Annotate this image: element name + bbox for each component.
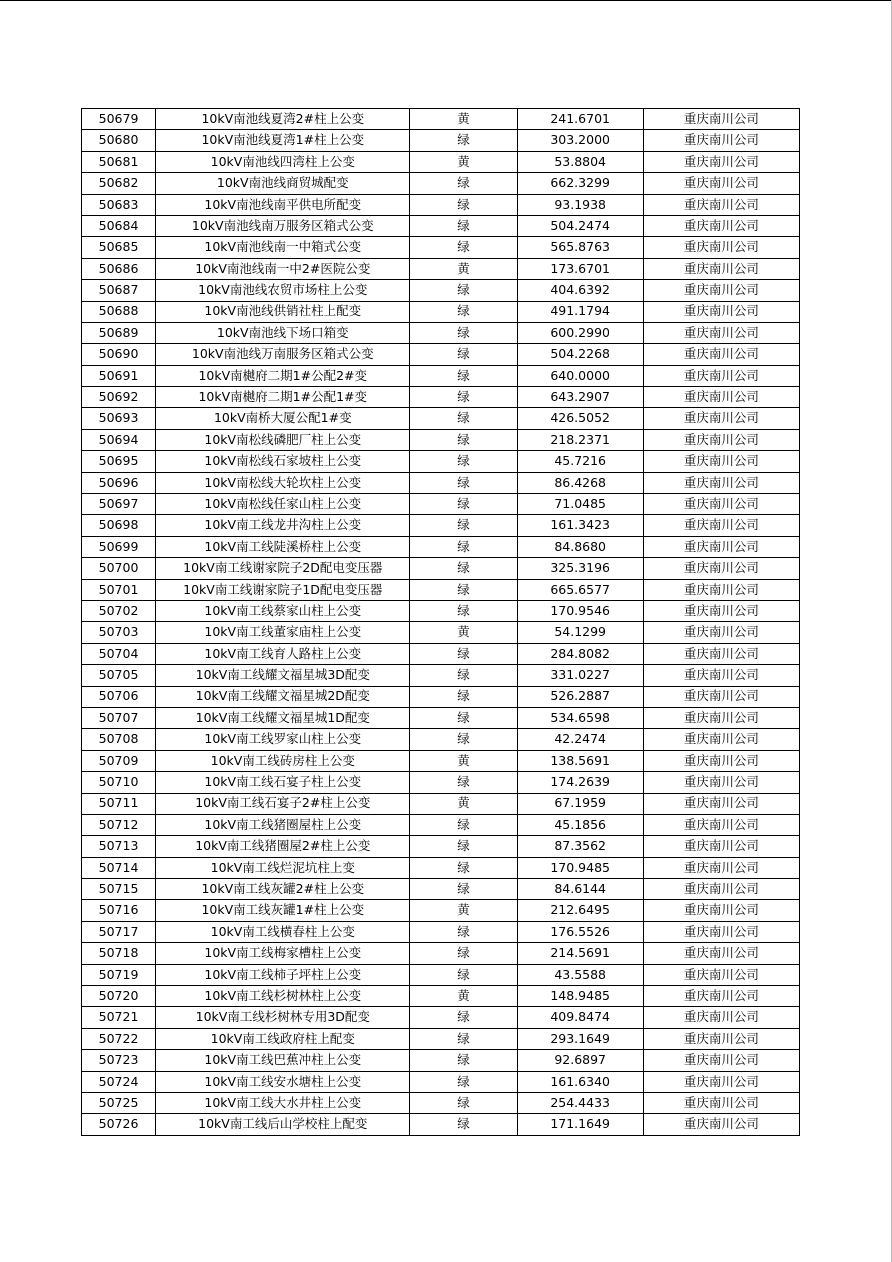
cell-transformer-name: 10kV南工线猪圈屋柱上公变 <box>156 814 410 835</box>
cell-value: 67.1959 <box>517 793 643 814</box>
cell-company: 重庆南川公司 <box>643 986 799 1007</box>
cell-transformer-name: 10kV南工线杉树林柱上公变 <box>156 986 410 1007</box>
cell-company: 重庆南川公司 <box>643 750 799 771</box>
cell-transformer-name: 10kV南池线商贸城配变 <box>156 173 410 194</box>
cell-value: 87.3562 <box>517 836 643 857</box>
cell-transformer-name: 10kV南池线万南服务区箱式公变 <box>156 344 410 365</box>
cell-transformer-name: 10kV南工线谢家院子2D配电变压器 <box>156 558 410 579</box>
cell-transformer-name: 10kV南松线磷肥厂柱上公变 <box>156 429 410 450</box>
cell-id: 50693 <box>82 408 156 429</box>
cell-id: 50689 <box>82 322 156 343</box>
cell-status-color: 绿 <box>410 451 517 472</box>
cell-company: 重庆南川公司 <box>643 943 799 964</box>
cell-value: 254.4433 <box>517 1092 643 1113</box>
cell-value: 138.5691 <box>517 750 643 771</box>
cell-value: 426.5052 <box>517 408 643 429</box>
table-row <box>82 793 800 814</box>
cell-id: 50710 <box>82 772 156 793</box>
cell-company: 重庆南川公司 <box>643 622 799 643</box>
table-row <box>82 258 800 279</box>
cell-company: 重庆南川公司 <box>643 857 799 878</box>
cell-transformer-name: 10kV南工线猪圈屋2#柱上公变 <box>156 836 410 857</box>
cell-id: 50686 <box>82 258 156 279</box>
cell-transformer-name: 10kV南工线政府柱上配变 <box>156 1028 410 1049</box>
cell-status-color: 绿 <box>410 964 517 985</box>
cell-transformer-name: 10kV南工线谢家院子1D配电变压器 <box>156 579 410 600</box>
cell-transformer-name: 10kV南松线任家山柱上公变 <box>156 494 410 515</box>
table-row <box>82 301 800 322</box>
table-row <box>82 857 800 878</box>
cell-id: 50698 <box>82 515 156 536</box>
table-row <box>82 237 800 258</box>
cell-transformer-name: 10kV南工线砖房柱上公变 <box>156 750 410 771</box>
cell-transformer-name: 10kV南松线石家坡柱上公变 <box>156 451 410 472</box>
cell-company: 重庆南川公司 <box>643 237 799 258</box>
cell-id: 50705 <box>82 665 156 686</box>
cell-status-color: 绿 <box>410 643 517 664</box>
cell-transformer-name: 10kV南松线大轮坎柱上公变 <box>156 472 410 493</box>
cell-status-color: 绿 <box>410 1007 517 1028</box>
cell-status-color: 绿 <box>410 536 517 557</box>
cell-transformer-name: 10kV南工线耀文福星城3D配变 <box>156 665 410 686</box>
cell-id: 50709 <box>82 750 156 771</box>
cell-id: 50681 <box>82 151 156 172</box>
cell-status-color: 绿 <box>410 665 517 686</box>
cell-value: 86.4268 <box>517 472 643 493</box>
cell-company: 重庆南川公司 <box>643 814 799 835</box>
cell-company: 重庆南川公司 <box>643 472 799 493</box>
cell-company: 重庆南川公司 <box>643 900 799 921</box>
cell-company: 重庆南川公司 <box>643 173 799 194</box>
cell-company: 重庆南川公司 <box>643 836 799 857</box>
cell-transformer-name: 10kV南工线安水塘柱上公变 <box>156 1071 410 1092</box>
cell-transformer-name: 10kV南工线横春柱上公变 <box>156 921 410 942</box>
cell-value: 325.3196 <box>517 558 643 579</box>
table-row <box>82 836 800 857</box>
cell-id: 50695 <box>82 451 156 472</box>
table-row <box>82 109 800 130</box>
cell-company: 重庆南川公司 <box>643 408 799 429</box>
cell-value: 284.8082 <box>517 643 643 664</box>
cell-value: 504.2474 <box>517 215 643 236</box>
cell-value: 504.2268 <box>517 344 643 365</box>
cell-company: 重庆南川公司 <box>643 964 799 985</box>
cell-company: 重庆南川公司 <box>643 879 799 900</box>
cell-company: 重庆南川公司 <box>643 579 799 600</box>
cell-status-color: 绿 <box>410 472 517 493</box>
cell-value: 565.8763 <box>517 237 643 258</box>
cell-status-color: 绿 <box>410 515 517 536</box>
cell-id: 50720 <box>82 986 156 1007</box>
cell-status-color: 绿 <box>410 814 517 835</box>
cell-value: 45.1856 <box>517 814 643 835</box>
cell-company: 重庆南川公司 <box>643 109 799 130</box>
table-row <box>82 643 800 664</box>
table-row <box>82 772 800 793</box>
cell-transformer-name: 10kV南工线罗家山柱上公变 <box>156 729 410 750</box>
cell-id: 50703 <box>82 622 156 643</box>
transformer-table <box>81 108 800 1136</box>
table-row <box>82 1114 800 1135</box>
cell-id: 50700 <box>82 558 156 579</box>
cell-company: 重庆南川公司 <box>643 1028 799 1049</box>
table-row <box>82 558 800 579</box>
table-body <box>82 109 800 1136</box>
cell-value: 171.1649 <box>517 1114 643 1135</box>
cell-transformer-name: 10kV南工线石宴子柱上公变 <box>156 772 410 793</box>
cell-transformer-name: 10kV南樾府二期1#公配2#变 <box>156 365 410 386</box>
cell-transformer-name: 10kV南工线蔡家山柱上公变 <box>156 600 410 621</box>
cell-status-color: 绿 <box>410 215 517 236</box>
cell-status-color: 绿 <box>410 1114 517 1135</box>
table-row <box>82 665 800 686</box>
cell-company: 重庆南川公司 <box>643 921 799 942</box>
cell-id: 50723 <box>82 1050 156 1071</box>
table-row <box>82 451 800 472</box>
cell-id: 50683 <box>82 194 156 215</box>
cell-transformer-name: 10kV南池线南万服务区箱式公变 <box>156 215 410 236</box>
cell-id: 50701 <box>82 579 156 600</box>
cell-id: 50716 <box>82 900 156 921</box>
cell-id: 50719 <box>82 964 156 985</box>
cell-id: 50694 <box>82 429 156 450</box>
cell-transformer-name: 10kV南池线南一中2#医院公变 <box>156 258 410 279</box>
cell-id: 50714 <box>82 857 156 878</box>
cell-value: 640.0000 <box>517 365 643 386</box>
cell-value: 214.5691 <box>517 943 643 964</box>
cell-id: 50708 <box>82 729 156 750</box>
cell-company: 重庆南川公司 <box>643 1071 799 1092</box>
cell-id: 50688 <box>82 301 156 322</box>
cell-transformer-name: 10kV南工线育人路柱上公变 <box>156 643 410 664</box>
cell-transformer-name: 10kV南工线灰罐2#柱上公变 <box>156 879 410 900</box>
cell-status-color: 黄 <box>410 793 517 814</box>
cell-company: 重庆南川公司 <box>643 536 799 557</box>
cell-value: 170.9546 <box>517 600 643 621</box>
cell-transformer-name: 10kV南工线后山学校柱上配变 <box>156 1114 410 1135</box>
table-row <box>82 344 800 365</box>
cell-value: 43.5588 <box>517 964 643 985</box>
table-row <box>82 579 800 600</box>
cell-value: 534.6598 <box>517 707 643 728</box>
cell-transformer-name: 10kV南池线四湾柱上公变 <box>156 151 410 172</box>
table-row <box>82 1071 800 1092</box>
cell-status-color: 绿 <box>410 387 517 408</box>
cell-value: 54.1299 <box>517 622 643 643</box>
cell-id: 50722 <box>82 1028 156 1049</box>
cell-status-color: 绿 <box>410 408 517 429</box>
cell-company: 重庆南川公司 <box>643 772 799 793</box>
cell-id: 50691 <box>82 365 156 386</box>
cell-company: 重庆南川公司 <box>643 429 799 450</box>
table-row <box>82 151 800 172</box>
table-row <box>82 707 800 728</box>
cell-id: 50685 <box>82 237 156 258</box>
cell-company: 重庆南川公司 <box>643 1007 799 1028</box>
cell-id: 50702 <box>82 600 156 621</box>
table-row <box>82 729 800 750</box>
cell-id: 50711 <box>82 793 156 814</box>
cell-id: 50706 <box>82 686 156 707</box>
cell-transformer-name: 10kV南工线巴蕉冲柱上公变 <box>156 1050 410 1071</box>
table-row <box>82 622 800 643</box>
cell-company: 重庆南川公司 <box>643 215 799 236</box>
cell-value: 409.8474 <box>517 1007 643 1028</box>
cell-value: 491.1794 <box>517 301 643 322</box>
cell-transformer-name: 10kV南工线龙井沟柱上公变 <box>156 515 410 536</box>
cell-value: 212.6495 <box>517 900 643 921</box>
cell-company: 重庆南川公司 <box>643 151 799 172</box>
cell-value: 161.6340 <box>517 1071 643 1092</box>
cell-company: 重庆南川公司 <box>643 600 799 621</box>
cell-value: 84.8680 <box>517 536 643 557</box>
cell-company: 重庆南川公司 <box>643 1092 799 1113</box>
cell-id: 50696 <box>82 472 156 493</box>
cell-value: 665.6577 <box>517 579 643 600</box>
cell-company: 重庆南川公司 <box>643 130 799 151</box>
cell-transformer-name: 10kV南工线董家庙柱上公变 <box>156 622 410 643</box>
cell-value: 293.1649 <box>517 1028 643 1049</box>
cell-status-color: 绿 <box>410 494 517 515</box>
cell-status-color: 绿 <box>410 558 517 579</box>
cell-status-color: 绿 <box>410 1028 517 1049</box>
table-row <box>82 986 800 1007</box>
cell-transformer-name: 10kV南池线夏湾2#柱上公变 <box>156 109 410 130</box>
cell-transformer-name: 10kV南桥大厦公配1#变 <box>156 408 410 429</box>
cell-status-color: 黄 <box>410 258 517 279</box>
cell-status-color: 绿 <box>410 857 517 878</box>
cell-transformer-name: 10kV南工线耀文福星城1D配变 <box>156 707 410 728</box>
table-row <box>82 921 800 942</box>
cell-company: 重庆南川公司 <box>643 558 799 579</box>
cell-status-color: 绿 <box>410 280 517 301</box>
cell-id: 50713 <box>82 836 156 857</box>
cell-status-color: 黄 <box>410 151 517 172</box>
cell-status-color: 绿 <box>410 579 517 600</box>
cell-company: 重庆南川公司 <box>643 365 799 386</box>
cell-value: 84.6144 <box>517 879 643 900</box>
cell-status-color: 绿 <box>410 344 517 365</box>
cell-value: 45.7216 <box>517 451 643 472</box>
table-row <box>82 943 800 964</box>
cell-status-color: 绿 <box>410 686 517 707</box>
table-row <box>82 900 800 921</box>
cell-id: 50684 <box>82 215 156 236</box>
table-row <box>82 1028 800 1049</box>
cell-id: 50692 <box>82 387 156 408</box>
cell-status-color: 黄 <box>410 986 517 1007</box>
cell-transformer-name: 10kV南工线陡溪桥柱上公变 <box>156 536 410 557</box>
table-row <box>82 387 800 408</box>
cell-value: 170.9485 <box>517 857 643 878</box>
cell-value: 241.6701 <box>517 109 643 130</box>
cell-transformer-name: 10kV南工线杉树林专用3D配变 <box>156 1007 410 1028</box>
cell-company: 重庆南川公司 <box>643 729 799 750</box>
cell-status-color: 黄 <box>410 900 517 921</box>
cell-transformer-name: 10kV南池线夏湾1#柱上公变 <box>156 130 410 151</box>
cell-status-color: 绿 <box>410 322 517 343</box>
cell-status-color: 绿 <box>410 1050 517 1071</box>
table-row <box>82 600 800 621</box>
cell-transformer-name: 10kV南工线耀文福星城2D配变 <box>156 686 410 707</box>
cell-company: 重庆南川公司 <box>643 515 799 536</box>
cell-id: 50682 <box>82 173 156 194</box>
cell-status-color: 绿 <box>410 173 517 194</box>
cell-value: 176.5526 <box>517 921 643 942</box>
table-row <box>82 494 800 515</box>
table-row <box>82 472 800 493</box>
cell-value: 303.2000 <box>517 130 643 151</box>
cell-id: 50704 <box>82 643 156 664</box>
cell-company: 重庆南川公司 <box>643 344 799 365</box>
cell-value: 404.6392 <box>517 280 643 301</box>
cell-company: 重庆南川公司 <box>643 665 799 686</box>
cell-company: 重庆南川公司 <box>643 1050 799 1071</box>
cell-value: 71.0485 <box>517 494 643 515</box>
cell-transformer-name: 10kV南池线南一中箱式公变 <box>156 237 410 258</box>
cell-id: 50687 <box>82 280 156 301</box>
table-row <box>82 130 800 151</box>
cell-value: 662.3299 <box>517 173 643 194</box>
cell-transformer-name: 10kV南工线大水井柱上公变 <box>156 1092 410 1113</box>
cell-id: 50726 <box>82 1114 156 1135</box>
cell-id: 50721 <box>82 1007 156 1028</box>
cell-status-color: 绿 <box>410 237 517 258</box>
table-row <box>82 1050 800 1071</box>
cell-id: 50717 <box>82 921 156 942</box>
cell-status-color: 绿 <box>410 921 517 942</box>
cell-status-color: 绿 <box>410 707 517 728</box>
cell-transformer-name: 10kV南池线农贸市场柱上公变 <box>156 280 410 301</box>
cell-company: 重庆南川公司 <box>643 451 799 472</box>
table-row <box>82 408 800 429</box>
cell-id: 50715 <box>82 879 156 900</box>
cell-transformer-name: 10kV南工线梅家槽柱上公变 <box>156 943 410 964</box>
cell-company: 重庆南川公司 <box>643 707 799 728</box>
cell-transformer-name: 10kV南池线下场口箱变 <box>156 322 410 343</box>
cell-status-color: 黄 <box>410 750 517 771</box>
cell-id: 50707 <box>82 707 156 728</box>
cell-transformer-name: 10kV南樾府二期1#公配1#变 <box>156 387 410 408</box>
table-row <box>82 1007 800 1028</box>
cell-value: 161.3423 <box>517 515 643 536</box>
cell-value: 53.8804 <box>517 151 643 172</box>
cell-value: 148.9485 <box>517 986 643 1007</box>
cell-company: 重庆南川公司 <box>643 301 799 322</box>
cell-company: 重庆南川公司 <box>643 280 799 301</box>
cell-company: 重庆南川公司 <box>643 686 799 707</box>
cell-status-color: 绿 <box>410 879 517 900</box>
cell-status-color: 绿 <box>410 729 517 750</box>
cell-status-color: 黄 <box>410 622 517 643</box>
cell-company: 重庆南川公司 <box>643 793 799 814</box>
table-row <box>82 215 800 236</box>
cell-id: 50679 <box>82 109 156 130</box>
table-row <box>82 964 800 985</box>
table-row <box>82 1092 800 1113</box>
cell-value: 331.0227 <box>517 665 643 686</box>
cell-value: 42.2474 <box>517 729 643 750</box>
cell-status-color: 绿 <box>410 943 517 964</box>
cell-status-color: 绿 <box>410 1092 517 1113</box>
cell-transformer-name: 10kV南池线供销社柱上配变 <box>156 301 410 322</box>
table-row <box>82 280 800 301</box>
cell-value: 174.2639 <box>517 772 643 793</box>
table-row <box>82 322 800 343</box>
cell-value: 218.2371 <box>517 429 643 450</box>
cell-status-color: 绿 <box>410 836 517 857</box>
cell-value: 600.2990 <box>517 322 643 343</box>
cell-transformer-name: 10kV南工线烂泥坑柱上变 <box>156 857 410 878</box>
cell-status-color: 绿 <box>410 772 517 793</box>
cell-company: 重庆南川公司 <box>643 258 799 279</box>
table-row <box>82 515 800 536</box>
cell-value: 93.1938 <box>517 194 643 215</box>
cell-status-color: 黄 <box>410 109 517 130</box>
cell-id: 50699 <box>82 536 156 557</box>
table-row <box>82 365 800 386</box>
table-row <box>82 429 800 450</box>
cell-status-color: 绿 <box>410 130 517 151</box>
cell-id: 50724 <box>82 1071 156 1092</box>
cell-id: 50690 <box>82 344 156 365</box>
cell-company: 重庆南川公司 <box>643 387 799 408</box>
page-top-border <box>0 0 892 1</box>
table-row <box>82 173 800 194</box>
cell-id: 50712 <box>82 814 156 835</box>
cell-company: 重庆南川公司 <box>643 1114 799 1135</box>
cell-company: 重庆南川公司 <box>643 494 799 515</box>
table-row <box>82 686 800 707</box>
cell-transformer-name: 10kV南工线灰罐1#柱上公变 <box>156 900 410 921</box>
cell-company: 重庆南川公司 <box>643 643 799 664</box>
table-row <box>82 750 800 771</box>
cell-id: 50725 <box>82 1092 156 1113</box>
table-row <box>82 536 800 557</box>
table-row <box>82 879 800 900</box>
cell-status-color: 绿 <box>410 194 517 215</box>
cell-transformer-name: 10kV南工线柿子坪柱上公变 <box>156 964 410 985</box>
cell-id: 50697 <box>82 494 156 515</box>
cell-status-color: 绿 <box>410 1071 517 1092</box>
cell-id: 50718 <box>82 943 156 964</box>
table-row <box>82 814 800 835</box>
cell-company: 重庆南川公司 <box>643 194 799 215</box>
cell-value: 92.6897 <box>517 1050 643 1071</box>
cell-value: 173.6701 <box>517 258 643 279</box>
cell-value: 643.2907 <box>517 387 643 408</box>
cell-transformer-name: 10kV南工线石宴子2#柱上公变 <box>156 793 410 814</box>
cell-value: 526.2887 <box>517 686 643 707</box>
cell-status-color: 绿 <box>410 429 517 450</box>
cell-company: 重庆南川公司 <box>643 322 799 343</box>
cell-transformer-name: 10kV南池线南平供电所配变 <box>156 194 410 215</box>
cell-id: 50680 <box>82 130 156 151</box>
table-row <box>82 194 800 215</box>
cell-status-color: 绿 <box>410 365 517 386</box>
cell-status-color: 绿 <box>410 600 517 621</box>
cell-status-color: 绿 <box>410 301 517 322</box>
